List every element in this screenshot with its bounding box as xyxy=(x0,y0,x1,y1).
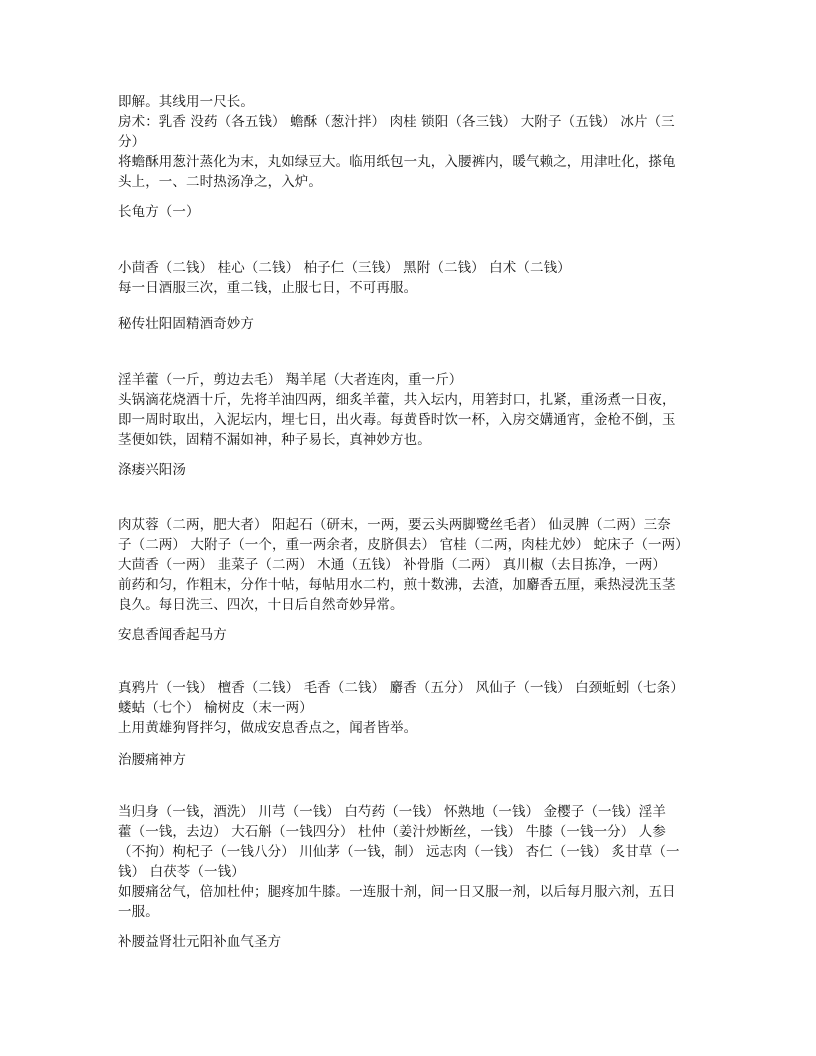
section-title: 长龟方（一） xyxy=(118,204,200,220)
text-line: 淫羊藿（一斤，剪边去毛） 羯羊尾（大者连肉，重一斤） xyxy=(118,372,463,388)
text-line: 当归身（一钱，酒洗） 川芎（一钱） 白芍药（一钱） 怀熟地（一钱） 金樱子（一钱）淫羊 xyxy=(118,804,666,820)
section-title: 治腰痛神方 xyxy=(118,752,186,768)
section-title: 安息香闻香起马方 xyxy=(118,627,227,643)
text-line: 钱） 白茯苓（一钱） xyxy=(118,864,245,880)
text-line: 头上，一、二时热汤净之，入炉。 xyxy=(118,174,322,190)
text-line: 茎便如铁，固精不漏如神，种子易长，真神妙方也。 xyxy=(118,432,431,448)
text-line: 肉苁蓉（二两，肥大者） 阳起石（研末，一两，要云头两脚鹭丝毛者） 仙灵脾（二两）三奈 xyxy=(118,517,671,533)
text-line: 房术：乳香 没药（各五钱） 蟾酥（葱汁拌） 肉桂 锁阳（各三钱） 大附子（五钱） 冰片（三 xyxy=(118,114,675,130)
text-line: 即解。其线用一尺长。 xyxy=(118,94,254,110)
text-line: 前药和匀，作粗末，分作十帖，每帖用水二杓，煎十数沸，去渣，加麝香五厘，乘热浸洗玉茎 xyxy=(118,577,676,593)
text-line: 良久。每日洗三、四次，十日后自然奇妙异常。 xyxy=(118,597,404,613)
section-title: 秘传壮阳固精酒奇妙方 xyxy=(118,316,254,332)
text-line: 如腰痛岔气，倍加杜仲；腿疼加牛膝。一连服十剂，间一日又服一剂，以后每月服六剂，五日 xyxy=(118,884,676,900)
text-line: 每一日酒服三次，重二钱，止服七日，不可再服。 xyxy=(118,280,418,296)
text-line: （不拘）枸杞子（一钱八分） 川仙茅（一钱，制） 远志肉（一钱） 杏仁（一钱） 炙甘草（一 xyxy=(118,844,680,860)
text-line: 藿（一钱，去边） 大石斛（一钱四分） 杜仲（姜汁炒断丝，一钱） 牛膝（一钱一分） 人参 xyxy=(118,824,666,840)
text-line: 蝼蛄（七个） 榆树皮（末一两） xyxy=(118,700,313,716)
text-line: 即一周时取出，入泥坛内，埋七日，出火毒。每黄昏时饮一杯，入房交媾通宵，金枪不倒，玉 xyxy=(118,412,676,428)
text-line: 真鸦片（一钱） 檀香（二钱） 毛香（二钱） 麝香（五分） 风仙子（一钱） 白颈蚯蚓（七条） xyxy=(118,680,684,696)
section-title: 补腰益肾壮元阳补血气圣方 xyxy=(118,934,282,950)
text-line: 小茴香（二钱） 桂心（二钱） 柏子仁（三钱） 黑附（二钱） 白术（二钱） xyxy=(118,260,571,276)
text-line: 头锅滴花烧酒十斤，先将羊油四两，细炙羊藿，共入坛内，用箬封口，扎紧，重汤煮一日夜， xyxy=(118,392,676,408)
text-line: 将蟾酥用葱汁蒸化为末，丸如绿豆大。临用纸包一丸，入腰裤内，暖气赖之，用津吐化，搽龟 xyxy=(118,154,676,170)
text-line: 子（二两） 大附子（一个，重一两余者，皮脐俱去） 官桂（二两，肉桂尤妙） 蛇床子（一两） xyxy=(118,537,689,553)
text-line: 上用黄雄狗肾拌匀，做成安息香点之，闻者皆举。 xyxy=(118,720,418,736)
text-line: 大茴香（一两） 韭菜子（二两） 木通（五钱） 补骨脂（二两） 真川椒（去目拣净，一两） xyxy=(118,557,666,573)
section-title: 涤痿兴阳汤 xyxy=(118,462,186,478)
text-line: 分） xyxy=(118,134,146,150)
text-line: 一服。 xyxy=(118,904,159,920)
